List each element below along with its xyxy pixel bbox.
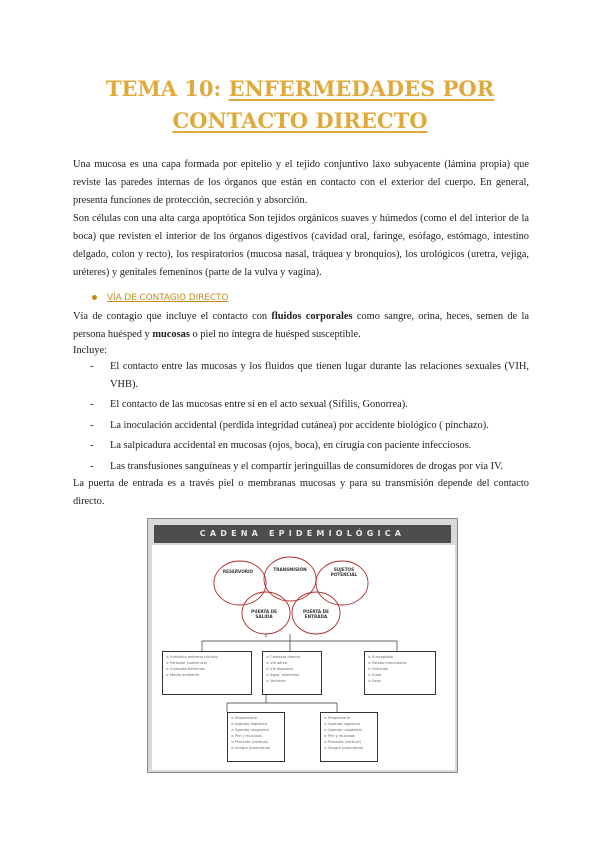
box-puerta-salida: > Respiratoria > Aparato digestivo > Aparato urogenital > Piel y mucosas > Placenta (vertical) > Sangre (parenteral) (227, 712, 285, 762)
box-reservorio: > Individuo enfermo (clínico) > Portador (subclínico) > Animales enfermos > Medio ambiente (162, 651, 252, 695)
circle-transmision (264, 557, 316, 601)
circle-label-sujetos: SUJETOS POTENCIAL (330, 567, 358, 577)
list-item: - El contacto de las mucosas entre sí en el acto sexual (Sífilis, Gonorrea). (90, 396, 529, 414)
closing-paragraph: La puerta de entrada es a través piel o membranas mucosas y para su transmisión depende del contacto directo. (73, 478, 529, 507)
list-item: - Las transfusiones sanguíneas y el compartir jeringuillas de consumidores de drogas por vía IV. (90, 458, 529, 476)
section-label: VÍA DE CONTAGIO DIRECTO (107, 293, 229, 303)
diagram-header: CADENA EPIDEMIOLÓGICA (154, 525, 451, 543)
list-item: - El contacto entre las mucosas y los fluidos que tienen lugar durante las relaciones sexuales (VIH, VHB). (90, 358, 529, 393)
circle-reservorio (214, 561, 266, 605)
box-sujetos: > Susceptible > Estado inmunitario > Nutrición > Edad > Sexo (364, 651, 436, 695)
box-transmision: > Contacto directo > Vía aérea > Vía digestiva > Agua, alimentos > Vectores (262, 651, 322, 695)
circle-label-puerta-salida: PUERTA DE SALIDA (251, 609, 277, 619)
bullet-dot-icon (92, 295, 97, 300)
circle-label-transmision: TRANSMISIÓN (273, 567, 307, 572)
contagion-list (90, 358, 529, 478)
list-item: - La salpicadura accidental en mucosas (ojos, boca), en cirugía con paciente infecciosos. (90, 437, 529, 455)
intro-paragraph-2: Son células con una alta carga apoptótica Son tejidos orgánicos suaves y húmedos (como el del interior de la boca) que revisten el interior de los órganos digestivos (cavidad oral, faringe, esófago, estómago, intestino delgado, colon y recto), los respiratorios (mucosa nasal, tráquea y bronquios), los urológicos (uretra, vejiga, uréteres) y genitales femeninos (parte de la vulva y vagina). (73, 213, 529, 278)
circle-label-reservorio: RESERVORIO (222, 569, 254, 574)
includes-label: Incluye: (73, 345, 108, 356)
box-puerta-entrada: > Respiratoria > Aparato digestivo > Aparato urogenital > Piel y mucosas > Placenta (vertical) > Sangre (parenteral) (320, 712, 378, 762)
section-description: Vía de contagio que incluye el contacto con fluidos corporales como sangre, orina, heces, semen de la persona huésped y mucosas o piel no íntegra de huésped susceptible. (73, 311, 529, 340)
circle-label-puerta-entrada: PUERTA DE ENTRADA (303, 609, 329, 619)
section-heading (92, 292, 228, 303)
page-title-line1 (0, 76, 600, 101)
title-line2: CONTACTO DIRECTO (172, 108, 428, 133)
intro-paragraph-1: Una mucosa es una capa formada por epitelio y el tejido conjuntivo laxo subyacente (lámina propia) que reviste las paredes internas de los órganos que están en contacto con el exterior del cuerpo. En general, presenta funciones de protección, secreción y absorción. (73, 159, 529, 206)
diagram-body (152, 545, 455, 770)
epidemiological-chain-diagram (147, 518, 458, 773)
title-prefix: TEMA 10: (105, 76, 229, 101)
list-item: - La inoculación accidental (perdida integridad cutánea) por accidente biológico ( pinchazo). (90, 417, 529, 435)
page-title-line2 (0, 108, 600, 133)
title-line1: ENFERMEDADES POR (228, 76, 495, 101)
